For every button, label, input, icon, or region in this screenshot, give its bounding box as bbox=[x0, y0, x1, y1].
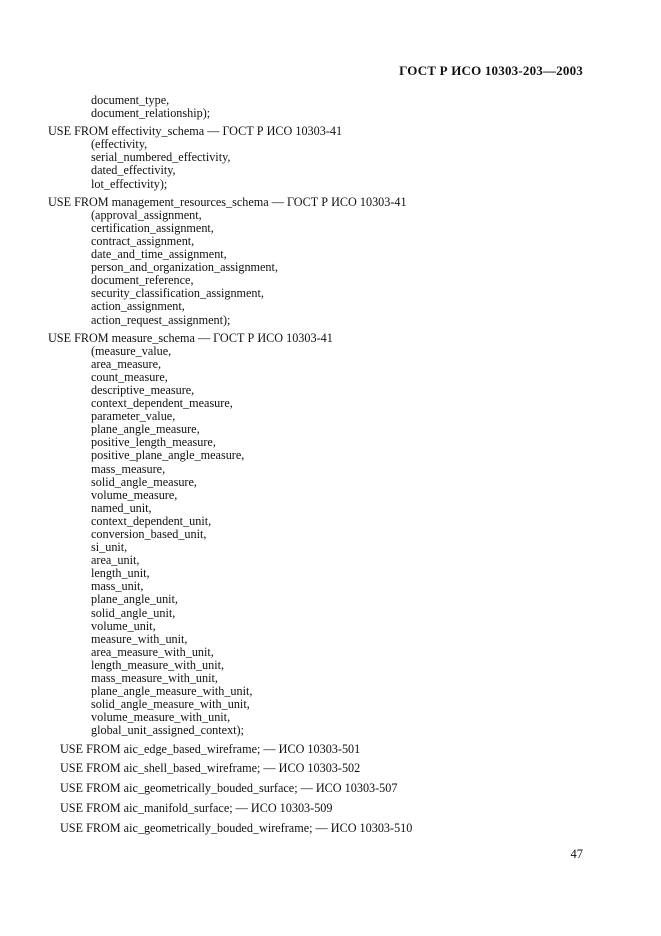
list-item: named_unit, bbox=[91, 500, 152, 515]
list-item: global_unit_assigned_context); bbox=[91, 723, 244, 738]
use-block bbox=[48, 332, 588, 738]
list-item: solid_angle_unit, bbox=[91, 605, 176, 620]
list-item: dated_effectivity, bbox=[91, 163, 176, 178]
use-statement: USE FROM aic_edge_based_wireframe; — ИСО 10303-501 bbox=[60, 741, 361, 756]
list-item: security_classification_assignment, bbox=[91, 286, 264, 301]
list-item: lot_effectivity); bbox=[91, 176, 168, 191]
list-item: volume_measure, bbox=[91, 487, 178, 502]
list-item: length_unit, bbox=[91, 566, 150, 581]
use-statement: USE FROM aic_shell_based_wireframe; — ИСО 10303-502 bbox=[60, 761, 361, 776]
list-item: (effectivity, bbox=[91, 137, 148, 152]
list-item: document_type, bbox=[91, 93, 170, 107]
list-item: person_and_organization_assignment, bbox=[91, 260, 278, 275]
list-item: parameter_value, bbox=[91, 409, 176, 424]
list-item: volume_measure_with_unit, bbox=[91, 710, 231, 725]
list-item: document_reference, bbox=[91, 273, 194, 288]
list-item: solid_angle_measure, bbox=[91, 474, 197, 489]
list-item: mass_measure, bbox=[91, 461, 166, 476]
list-item: mass_unit, bbox=[91, 579, 144, 594]
list-item: plane_angle_measure_with_unit, bbox=[91, 684, 253, 699]
page-number: 47 bbox=[570, 847, 583, 861]
document-body bbox=[48, 94, 588, 842]
list-item: area_unit, bbox=[91, 553, 140, 568]
list-item: area_measure_with_unit, bbox=[91, 644, 214, 659]
use-statement: USE FROM measure_schema — ГОСТ Р ИСО 10303-41 bbox=[48, 330, 333, 345]
list-item: action_request_assignment); bbox=[91, 312, 231, 327]
list-item: measure_with_unit, bbox=[91, 631, 188, 646]
list-item: document_relationship); bbox=[91, 106, 211, 121]
use-blocks bbox=[48, 125, 588, 737]
intro-list bbox=[48, 94, 588, 120]
list-item: length_measure_with_unit, bbox=[91, 657, 225, 672]
list-item: positive_length_measure, bbox=[91, 435, 216, 450]
list-item: count_measure, bbox=[91, 369, 168, 384]
list-item: context_dependent_unit, bbox=[91, 513, 212, 528]
list-item: serial_numbered_effectivity, bbox=[91, 150, 231, 165]
list-item: context_dependent_measure, bbox=[91, 396, 233, 411]
list-item: descriptive_measure, bbox=[91, 382, 195, 397]
list-item: plane_angle_unit, bbox=[91, 592, 178, 607]
list-item: (measure_value, bbox=[91, 343, 172, 358]
use-statement: USE FROM effectivity_schema — ГОСТ Р ИСО 10303-41 bbox=[48, 124, 343, 139]
list-item: mass_measure_with_unit, bbox=[91, 671, 218, 686]
list-item: volume_unit, bbox=[91, 618, 156, 633]
use-statement: USE FROM aic_manifold_surface; — ИСО 10303-509 bbox=[60, 801, 333, 816]
list-item: si_unit, bbox=[91, 540, 128, 555]
list-item: solid_angle_measure_with_unit, bbox=[91, 697, 250, 712]
list-item: area_measure, bbox=[91, 356, 162, 371]
list-item: action_assignment, bbox=[91, 299, 185, 314]
use-statement: USE FROM management_resources_schema — ГОСТ Р ИСО 10303-41 bbox=[48, 194, 407, 209]
list-item: plane_angle_measure, bbox=[91, 422, 200, 437]
use-block bbox=[48, 125, 588, 190]
use-statement: USE FROM aic_geometrically_bouded_surface; — ИСО 10303-507 bbox=[60, 781, 398, 796]
list-item: positive_plane_angle_measure, bbox=[91, 448, 245, 463]
document-header: ГОСТ Р ИСО 10303-203—2003 bbox=[399, 63, 583, 78]
list-item: (approval_assignment, bbox=[91, 207, 202, 222]
use-statement: USE FROM aic_geometrically_bouded_wireframe; — ИСО 10303-510 bbox=[60, 821, 413, 836]
list-item: date_and_time_assignment, bbox=[91, 247, 227, 262]
use-block bbox=[48, 196, 588, 327]
use-from-list bbox=[48, 743, 588, 836]
list-item: certification_assignment, bbox=[91, 220, 214, 235]
list-item: contract_assignment, bbox=[91, 233, 195, 248]
list-item: conversion_based_unit, bbox=[91, 527, 207, 541]
